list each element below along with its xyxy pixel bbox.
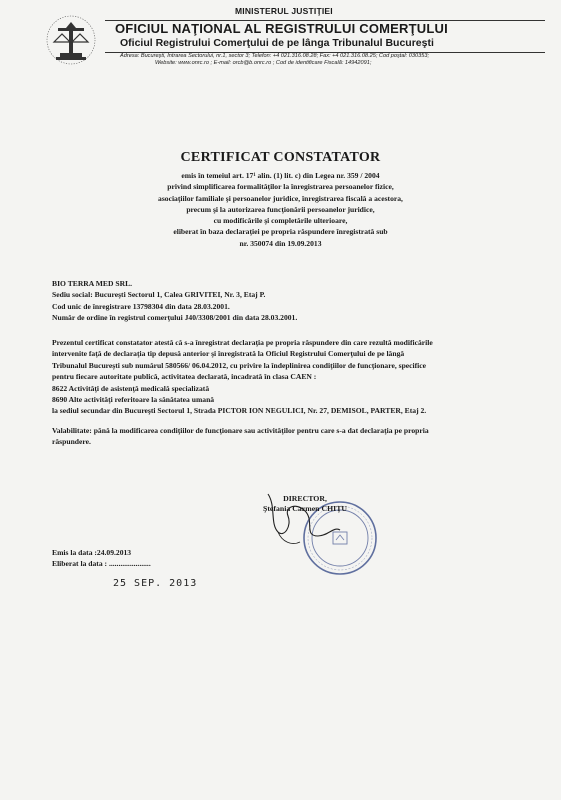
company-name: BIO TERRA MED SRL. <box>52 279 133 288</box>
address-line-2: Website: www.onrc.ro ; E-mail: orcb@b.onrc.ro ; Cod de identificare Fiscală: 14942091; <box>155 60 372 66</box>
legal-basis <box>0 170 561 249</box>
body-line: Tribunalul Bucureşti sub numărul 580566/ 06.04.2012, cu privire la îndeplinirea condiţiilor de funcţionare, specifice <box>52 360 427 370</box>
caen-activity: 8622 Activităţi de asistenţă medicală specializată <box>52 383 210 393</box>
legal-basis-line: cu modificările şi completările ulterioare, <box>213 216 348 226</box>
company-registry-number: Număr de ordine în registrul comerţului J40/3308/2001 din data 28.03.2001. <box>52 313 298 323</box>
certificate-body <box>52 337 433 417</box>
body-line: Prezentul certificat constatator atestă că s-a înregistrat declaraţia pe propria răspundere din care rezultă modificările <box>52 338 433 347</box>
body-line: pentru fiecare autoritate publică, activitatea declarată, incadrată în clasa CAEN : <box>52 372 317 382</box>
body-line: la sediul secundar din Bucureşti Sectorul 1, Strada PICTOR ION NEGULICI, Nr. 27, DEMISOL, PARTER, Etaj 2. <box>52 406 427 416</box>
caen-activity: 8690 Alte activităţi referitoare la sănătatea umană <box>52 395 215 405</box>
office-name: OFICIUL NAŢIONAL AL REGISTRULUI COMERŢULUI <box>115 21 448 36</box>
legal-basis-line: privind simplificarea formalităţilor la înregistrarea persoanelor fizice, <box>167 182 394 192</box>
released-date: Eliberat la data : ...................... <box>52 559 151 569</box>
document-title: CERTIFICAT CONSTATATOR <box>180 150 381 165</box>
director-role: DIRECTOR, <box>283 494 327 503</box>
director-block <box>263 494 347 514</box>
issue-dates <box>52 547 151 570</box>
office-subtitle: Oficiul Registrului Comerţului de pe lânga Tribunalul Bucureşti <box>120 37 434 49</box>
company-seat: Sediu social: Bucureşti Sectorul 1, Calea GRIVITEI, Nr. 3, Etaj P. <box>52 290 266 300</box>
date-stamp: 25 SEP. 2013 <box>113 578 198 589</box>
address-line-1: Adresa: Bucureşti, Intrarea Sectorului, nr.1, sector 3; Telefon: +4 021.316.08.28; Fax: +4 021.316.08.25; Cod poştal: 030353; <box>120 53 429 59</box>
body-line: intervenite faţă de declaraţia tip depusă anterior şi înregistrată la Oficiul Registrului Comerţului de pe lângă <box>52 349 405 359</box>
legal-basis-line: precum şi la autorizarea funcţionării persoanelor juridice, <box>186 204 375 214</box>
legal-basis-line: emis în temeiul art. 17¹ alin. (1) lit. c) din Legea nr. 359 / 2004 <box>181 171 380 180</box>
validity-line: Valabilitate: până la modificarea condiţiilor de funcţionare sau activităţilor pentru care s-a dat declaraţia pe propria <box>52 426 429 435</box>
validity-clause <box>52 425 429 448</box>
legal-basis-line: nr. 350074 din 19.09.2013 <box>239 238 322 248</box>
director-name: Ştefania Carmen CHIŢU <box>263 504 348 513</box>
legal-basis-line: eliberat în baza declaraţiei pe propria răspundere înregistrată sub <box>173 227 388 237</box>
validity-line: răspundere. <box>52 437 91 447</box>
issued-date: Emis la data :24.09.2013 <box>52 548 132 557</box>
legal-basis-line: asociaţiilor familiale şi persoanelor juridice, înregistrarea fiscală a acestora, <box>158 193 403 203</box>
ministry-name: MINISTERUL JUSTIŢIEI <box>235 6 333 16</box>
company-details <box>52 278 297 324</box>
company-cui: Cod unic de înregistrare 13798304 din data 28.03.2001. <box>52 301 230 311</box>
ministry-logo-icon <box>40 12 102 68</box>
